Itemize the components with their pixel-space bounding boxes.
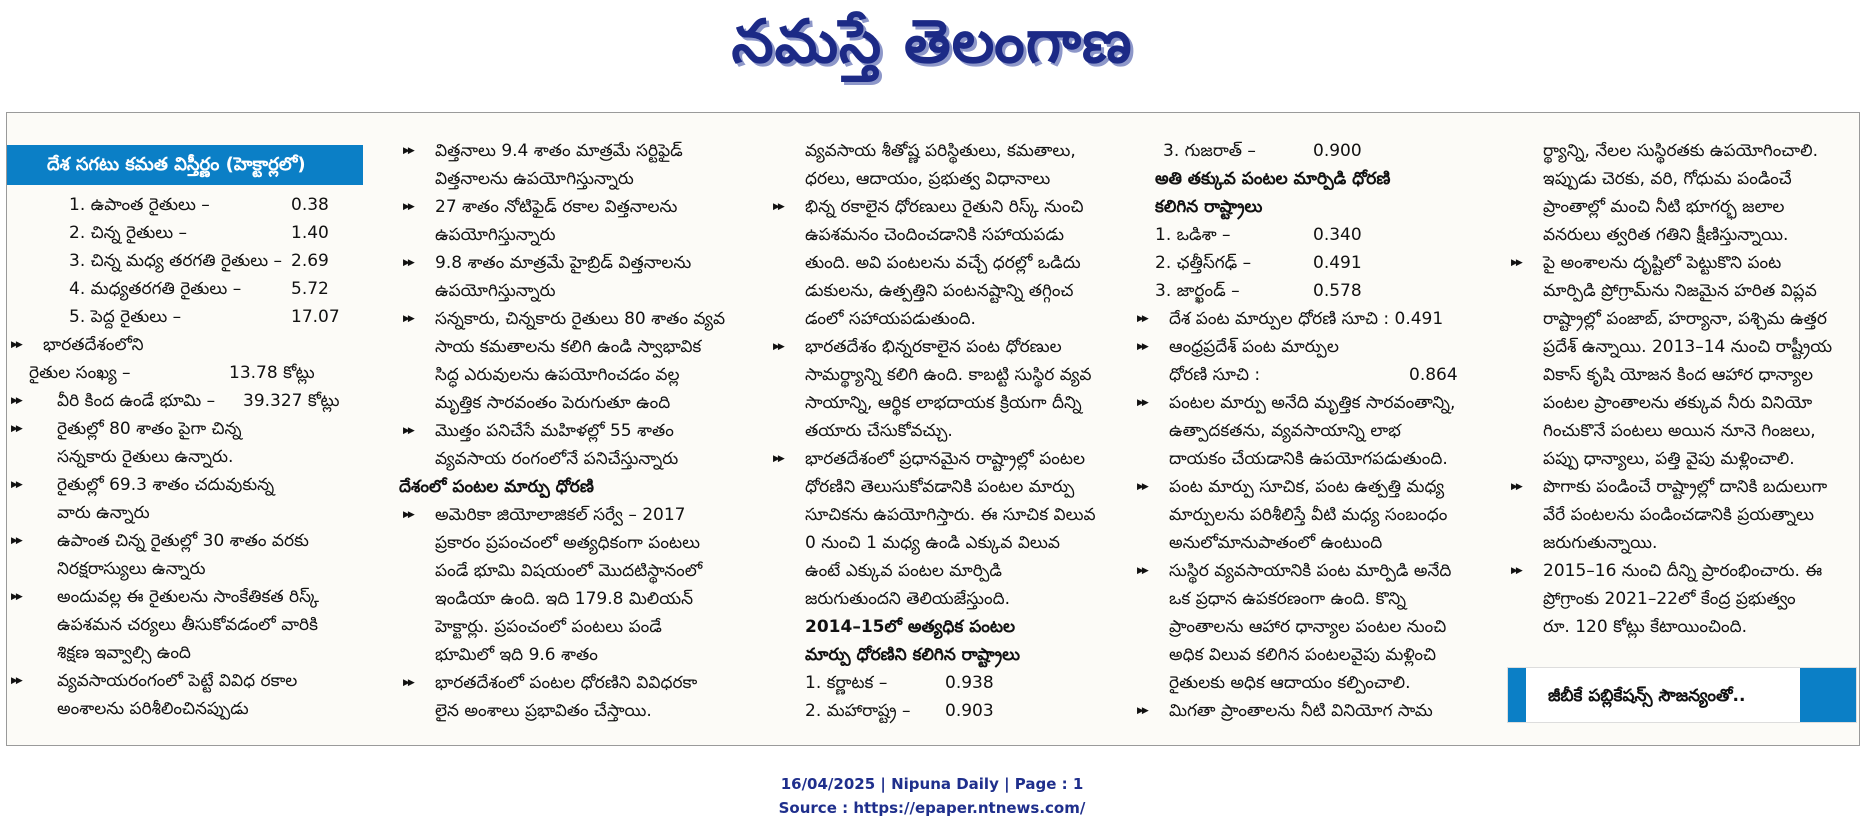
section-heading: మార్పు ధోరణిని కలిగిన రాష్ట్రాలు (805, 645, 1021, 665)
bullet-text: ▶▶ పంటల మార్పు అనేది మృత్తిక సారవంతాన్ని, (1133, 389, 1485, 417)
bullet-text: ▶▶ ఆంధ్రప్రదేశ్ పంట మార్పుల (1133, 333, 1485, 361)
holding-row: 3. చిన్న మధ్య తరగతి రైతులు – 2.69 (69, 251, 329, 271)
state-index-row: 1. ఒడిశా – 0.340 (1155, 225, 1362, 245)
text-line: ర్థ్యాన్ని, నేలల సుస్థిరతకు ఉపయోగించాలి. (1543, 141, 1819, 161)
text-line: ప్రాంతాలను ఆహార ధాన్యాల పంటల నుంచి (1169, 617, 1447, 637)
text-line: అనులోమానుపాతంలో ఉంటుంది (1169, 533, 1383, 553)
holding-row: 2. చిన్న రైతులు – 1.40 (69, 223, 329, 243)
text-line: వికాస్ కృషి యోజన కింద ఆహార ధాన్యాల (1543, 365, 1814, 385)
text-line: జరుగుతుందని తెలియజేస్తుంది. (805, 589, 1011, 609)
land-area-row: ▶▶ వీరి కింద ఉండే భూమి – 39.327 కోట్లు (7, 387, 379, 415)
text-line: వారు ఉన్నారు (57, 503, 150, 523)
column-5 (1507, 113, 1857, 706)
column-2 (399, 113, 755, 725)
text-line: దాయకం చేయడానికి ఉపయోగపడుతుంది. (1169, 449, 1448, 469)
masthead (0, 0, 1864, 90)
bullet-text: ▶▶ భారతదేశంలోని (7, 331, 379, 359)
text-line: తుంది. అవి పంటలను వచ్చే ధరల్లో ఒడిదు (805, 253, 1081, 273)
state-index-row: 2. మహారాష్ట్ర – 0.903 (805, 701, 994, 721)
state-index-row: 3. గుజరాత్ – 0.900 (1163, 141, 1362, 161)
text-line: ప్రదేశ్ ఉన్నాయి. 2013–14 నుంచి రాష్ట్రీయ (1543, 337, 1833, 357)
bullet-text: ▶▶ పొగాకు పండించే రాష్ట్రాల్లో దానికి బదులుగా (1507, 473, 1857, 501)
bullet-text: ▶▶ భారతదేశం భిన్నరకాలైన పంట ధోరణుల (769, 333, 1119, 361)
credit-text: జీబీకే పబ్లికేషన్స్ సౌజన్యంతో.. (1548, 686, 1746, 706)
text-line: శిక్షణ ఇవ్వాల్సి ఉంది (57, 643, 191, 663)
section-heading: దేశంలో పంటల మార్పు ధోరణి (399, 477, 594, 497)
column-3 (769, 113, 1119, 725)
bullet-text: ▶▶ 27 శాతం నోటిఫైడ్ రకాల విత్తనాలను (399, 193, 755, 221)
section-heading: అతి తక్కువ పంటల మార్పిడి ధోరణి (1155, 169, 1391, 189)
article-panel (6, 112, 1860, 746)
text-line: ధోరణిని తెలుసుకోవడానికి పంటల మార్పు (805, 477, 1075, 497)
bullet-text: ▶▶ అమెరికా జియోలాజికల్ సర్వే – 2017 (399, 501, 755, 529)
holding-row: 5. పెద్ద రైతులు – 17.07 (69, 307, 340, 327)
holding-size-box-title: దేశ సగటు కమత విస్తీర్ణం (హెక్టార్లలో) (7, 145, 363, 185)
text-line: సామర్థ్యాన్ని కలిగి ఉంది. కాబట్టి సుస్థిర వ్యవ (805, 365, 1092, 385)
text-line: రాష్ట్రాల్లో పంజాబ్, హర్యానా, పశ్చిమ ఉత్తర (1543, 309, 1827, 329)
bullet-text: ▶▶ ఉపాంత చిన్న రైతుల్లో 30 శాతం వరకు (7, 527, 379, 555)
text-line: అంశాలను పరిశీలించినప్పుడు (57, 699, 249, 719)
text-line: ఉపశమనం చెందించడానికి సహాయపడు (805, 225, 1064, 245)
text-line: వ్యవసాయ రంగంలోనే పనిచేస్తున్నారు (435, 449, 679, 469)
text-line: ఉపయోగిస్తున్నారు (435, 225, 556, 245)
text-line: పండే భూమి విషయంలో మొదటిస్థానంలో (435, 561, 703, 581)
bullet-text: ▶▶ సన్నకారు, చిన్నకారు రైతులు 80 శాతం వ్యవ (399, 305, 755, 333)
state-index-row: 1. కర్ణాటక – 0.938 (805, 673, 994, 693)
text-line: ఉంటే ఎక్కువ పంటల మార్పిడి (805, 561, 1002, 581)
holding-row: 4. మధ్యతరగతి రైతులు – 5.72 (69, 279, 329, 299)
bullet-text: ▶▶ మిగతా ప్రాంతాలను నీటి వినియోగ సామ (1133, 697, 1485, 725)
text-line: ధరలు, ఆదాయం, ప్రభుత్వ విధానాలు (805, 169, 1051, 189)
bullet-text: ▶▶ 9.8 శాతం మాత్రమే హైబ్రిడ్ విత్తనాలను (399, 249, 755, 277)
bullet-text: ▶▶ సుస్థిర వ్యవసాయానికి పంట మార్పిడి అనేది (1133, 557, 1485, 585)
column-1 (7, 113, 379, 723)
credit-box-left-bar (1508, 668, 1526, 722)
holding-row: 1. ఉపాంత రైతులు – 0.38 (69, 195, 329, 215)
text-line: పప్పు ధాన్యాలు, పత్తి వైపు మళ్లించాలి. (1543, 449, 1795, 469)
text-line: వేరే పంటలను పండించడానికి ప్రయత్నాలు (1543, 505, 1814, 525)
section-heading: 2014–15లో అత్యధిక పంటల (805, 617, 1016, 637)
credit-box (1507, 667, 1857, 723)
bullet-text: ▶▶ భిన్న రకాలైన ధోరణులు రైతుని రిస్క్ నుంచి (769, 193, 1119, 221)
text-line: ఉపయోగిస్తున్నారు (435, 281, 556, 301)
text-line: భూమిలో ఇది 9.6 శాతం (435, 645, 598, 665)
text-line: ఉత్పాదకతను, వ్యవసాయాన్ని లాభ (1169, 421, 1401, 441)
text-line: పంటల ప్రాంతాలను తక్కువ నీరు వినియో (1543, 393, 1813, 413)
bullet-text: ▶▶ భారతదేశంలో ప్రధానమైన రాష్ట్రాల్లో పంటల (769, 445, 1119, 473)
text-line: మార్పులను పరిశీలిస్తే వీటి మధ్య సంబంధం (1169, 505, 1448, 525)
text-line: ఒక ప్రధాన ఉపకరణంగా ఉంది. కొన్ని (1169, 589, 1407, 609)
bullet-text: ▶▶ పై అంశాలను దృష్టిలో పెట్టుకొని పంట (1507, 249, 1857, 277)
text-line: సాయాన్ని, ఆర్థిక లాభదాయక క్రియగా దీన్ని (805, 393, 1082, 413)
text-line: వనరులు త్వరిత గతిని క్షీణిస్తున్నాయి. (1543, 225, 1789, 245)
credit-box-right-bar (1800, 668, 1856, 722)
bullet-text: ▶▶ అందువల్ల ఈ రైతులను సాంకేతికత రిస్క్ (7, 583, 379, 611)
bullet-text: ▶▶ వ్యవసాయరంగంలో పెట్టే వివిధ రకాల (7, 667, 379, 695)
bullet-text: ▶▶ దేశ పంట మార్పుల ధోరణి సూచి : 0.491 (1133, 305, 1485, 333)
text-line: విత్తనాలను ఉపయోగిస్తున్నారు (435, 169, 634, 189)
section-heading: కలిగిన రాష్ట్రాలు (1155, 197, 1263, 217)
text-line: గించుకొనే పంటలు అయిన నూనె గింజలు, (1543, 421, 1816, 441)
masthead-title: నమస్తే తెలంగాణ (731, 7, 1133, 77)
bullet-text: ▶▶ పంట మార్పు సూచిక, పంట ఉత్పత్తి మధ్య (1133, 473, 1485, 501)
page-footer (0, 772, 1864, 820)
footer-source-line: Source : https://epaper.ntnews.com/ (778, 799, 1086, 817)
bullet-text: ▶▶ మొత్తం పనిచేసే మహిళల్లో 55 శాతం (399, 417, 755, 445)
text-line: డుకులను, ఉత్పత్తిని పంటనష్టాన్ని తగ్గించ (805, 281, 1074, 301)
text-line: ఉపశమన చర్యలు తీసుకోవడంలో వారికి (57, 615, 318, 635)
text-line: రైతులకు అధిక ఆదాయం కల్పించాలి. (1169, 673, 1411, 693)
text-line: ప్రకారం ప్రపంచంలో అత్యధికంగా పంటలు (435, 533, 701, 553)
text-line: ఇప్పుడు చెరకు, వరి, గోధుమ పండించే (1543, 169, 1792, 189)
text-line: సాయ కమతాలను కలిగి ఉండి స్వాభావిక (435, 337, 702, 357)
farmer-count-row: రైతుల సంఖ్య – 13.78 కోట్లు (29, 363, 315, 383)
text-line: మృత్తిక సారవంతం పెరుగుతూ ఉంది (435, 393, 671, 413)
state-index-row: 2. ఛత్తీస్‌గఢ్ – 0.491 (1155, 253, 1362, 273)
text-line: మార్పిడి ప్రోగ్రామ్‌ను నిజమైన హరిత విప్లవ (1543, 281, 1817, 301)
text-line: వ్యవసాయ శీతోష్ణ పరిస్థితులు, కమతాలు, (805, 141, 1076, 161)
text-line: సూచికను ఉపయోగిస్తారు. ఈ సూచిక విలువ (805, 505, 1096, 525)
bullet-text: ▶▶ భారతదేశంలో పంటల ధోరణిని వివిధరకా (399, 669, 755, 697)
bullet-text: ▶▶ రైతుల్లో 69.3 శాతం చదువుకున్న (7, 471, 379, 499)
footer-date-line: 16/04/2025 | Nipuna Daily | Page : 1 (780, 775, 1084, 793)
text-line: ప్రోగ్రాంకు 2021–22లో కేంద్ర ప్రభుత్వం (1543, 589, 1796, 609)
bullet-text: ▶▶ విత్తనాలు 9.4 శాతం మాత్రమే సర్టిఫైడ్ (399, 137, 755, 165)
bullet-text: ▶▶ రైతుల్లో 80 శాతం పైగా చిన్న (7, 415, 379, 443)
text-line: సన్నకారు రైతులు ఉన్నారు. (57, 447, 234, 467)
text-line: డంలో సహాయపడుతుంది. (805, 309, 976, 329)
text-line: ఇండియా ఉంది. ఇది 179.8 మిలియన్ (435, 589, 694, 609)
text-line: సిద్ధ ఎరువులను ఉపయోగించడం వల్ల (435, 365, 680, 385)
text-line: హెక్టార్లు. ప్రపంచంలో పంటలు పండే (435, 617, 662, 637)
text-line: అధిక విలువ కలిగిన పంటలవైపు మళ్లించి (1169, 645, 1437, 665)
text-line: 0 నుంచి 1 మధ్య ఉండి ఎక్కువ విలువ (805, 533, 1060, 553)
text-line: లైన అంశాలు ప్రభావితం చేస్తాయి. (435, 701, 652, 721)
text-line: నిరక్షరాస్యులు ఉన్నారు (57, 559, 206, 579)
text-line: రూ. 120 కోట్లు కేటాయించింది. (1543, 617, 1748, 637)
ap-index-row: ధోరణి సూచి : 0.864 (1169, 365, 1458, 385)
text-line: తయారు చేసుకోవచ్చు. (805, 421, 953, 441)
text-line: ప్రాంతాల్లో మంచి నీటి భూగర్భ జలాల (1543, 197, 1785, 217)
bullet-text: ▶▶ 2015–16 నుంచి దీన్ని ప్రారంభించారు. ఈ (1507, 557, 1857, 585)
column-4 (1133, 113, 1485, 725)
state-index-row: 3. జార్ఖండ్ – 0.578 (1155, 281, 1362, 301)
text-line: జరుగుతున్నాయి. (1543, 533, 1658, 553)
